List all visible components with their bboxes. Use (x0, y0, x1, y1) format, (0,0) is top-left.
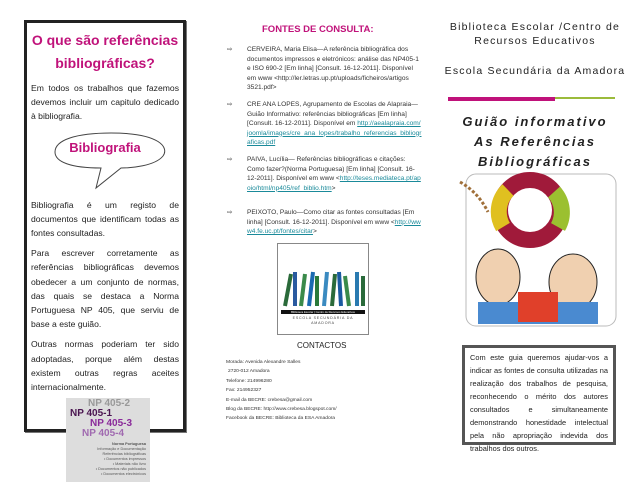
np-label: NP 405-4 (82, 428, 125, 440)
contact-fax: Fax: 214952327 (226, 388, 262, 394)
paragraph-definition: Bibliografia é um registo de documentos que identificam todas as fontes consultadas. (31, 199, 179, 239)
paragraph-intro: Em todos os trabalhos que fazemos devemos incluir um capitulo dedicado à bibliografia. (31, 83, 179, 122)
source-link[interactable]: http://www4.fe.uc.pt/fontes/citar (247, 218, 421, 235)
source-text: > (331, 184, 336, 192)
speech-bubble (31, 130, 179, 192)
becre-logo (277, 243, 369, 335)
arrow-icon: ⇨ (227, 209, 233, 216)
cover-text: Referências bibliográficas (102, 452, 146, 457)
cover-text: • Documentos não publicados (95, 467, 146, 472)
cover-text: Norma Portuguesa (112, 442, 146, 447)
contact-blog[interactable]: Blog da BECRE: http://www.crebesa.blogspot.com/ (226, 407, 337, 413)
contact-facebook: Facebook da BECRE: Biblioteca da ESA Amadora (226, 416, 336, 422)
guide-title (440, 112, 630, 172)
org-name: Biblioteca Escolar /Centro de Recursos Educativos (449, 21, 621, 47)
lifebuoy-illustration-icon (458, 172, 620, 330)
source-item (227, 155, 422, 193)
source-item (227, 208, 422, 237)
bubble-label: Bibliografia (69, 139, 141, 155)
source-link[interactable]: http://aealapraia.com/joomla/images/cre_ana_lopes/trabalho_referencias_bibliograficas.pdf (247, 120, 422, 146)
contact-email[interactable]: E-mail da BECRE: crebesa@gmail.com (226, 397, 313, 403)
school-name: Escola Secundária da Amadora (444, 65, 626, 77)
np-label: NP 405-3 (90, 418, 133, 430)
divider-line (555, 97, 615, 99)
source-text: PEIXOTO, Paulo—Como citar as fontes consultadas [Em linha] [Consult. 16-12-2011]. Disponível em www < (247, 209, 415, 226)
np-label: NP 405-2 (88, 398, 131, 410)
about-box: Com este guia queremos ajudar-vos a indicar as fontes de consulta utilizadas na realização dos trabalhos de pesquisa, reconhecendo o mérito dos autores consultados e simultaneamente demonstrando honestidade intelectual pela não apropriação indevida dos trabalhos dos outros. (462, 345, 616, 445)
contact-address: Morada: Avenida Alexandre Salles (226, 360, 301, 365)
source-text: CRE ANA LOPES, Agrupamento de Escolas de Alapraia— Guião Informativo: referências bibliográficas [Em linha] [Consult. 16-12-2011]. Disponível em (247, 101, 418, 127)
arrow-icon: ⇨ (227, 101, 233, 108)
source-text: PAIVA, Lucília— Referências bibliográficas e citações: Como fazer?(Norma Portuguesa) [Em linha] [Consult. 16-12-2011]. Disponível em www < (247, 156, 415, 182)
title-line: Bibliográficas (478, 154, 592, 169)
np405-cover-image (66, 398, 150, 482)
source-item (227, 100, 422, 148)
contacts-list (226, 358, 337, 424)
arrow-icon: ⇨ (227, 46, 233, 53)
logo-school: ESCOLA SECUNDÁRIA DA AMADORA (292, 316, 354, 325)
contact-postcode: 2720-012 Amadora (228, 369, 270, 375)
cover-text: Informação e Documentação (97, 447, 146, 452)
contacts-title: CONTACTOS (297, 341, 347, 350)
books-logo-icon (279, 266, 369, 311)
source-link[interactable]: http://teses.mediateca.pt/apoio/html/np405/ref_biblio.htm (247, 175, 421, 192)
arrow-icon: ⇨ (227, 156, 233, 163)
cover-text: • Documentos impressos (103, 457, 146, 462)
left-title: O que são referências bibliográficas? (31, 32, 179, 71)
source-item (227, 45, 422, 93)
paragraph-other-norms: Outras normas poderiam ter sido adoptadas, porque além destas existem outras regras aceites internacionalmente. (31, 339, 179, 393)
paragraph-norms: Para escrever corretamente as referências bibliográficas devemos obedecer a um conjunto de normas, das quais se destaca a Norma Portuguesa NP 405, que serviu de base a este guião. (31, 248, 179, 330)
cover-text: • Materiais não livro (112, 462, 146, 467)
contact-phone: Telefone: 214996280 (226, 378, 272, 384)
title-line: Guião informativo (462, 114, 608, 129)
title-line: As Referências (474, 134, 596, 149)
sources-title: FONTES DE CONSULTA: (262, 24, 374, 35)
cover-text: • Documentos electrónicos (100, 472, 146, 477)
left-panel (24, 20, 186, 477)
source-text: CERVEIRA, Maria Elisa—A referência bibliográfica dos documentos impressos e eletrónicos: análise das NP405-1 e ISO 690-2 [Em linha] [Consult. 16-12-2011]. Disponível em www <http://ler.letras.up.pt/uploads/ficheiros/artigos 3521.pdf> (247, 46, 419, 91)
source-text: > (312, 228, 317, 235)
logo-band: Biblioteca Escolar | Centro de Recursos Educativos (281, 310, 365, 314)
np-label: NP 405-1 (70, 408, 113, 420)
divider-accent (448, 97, 555, 101)
